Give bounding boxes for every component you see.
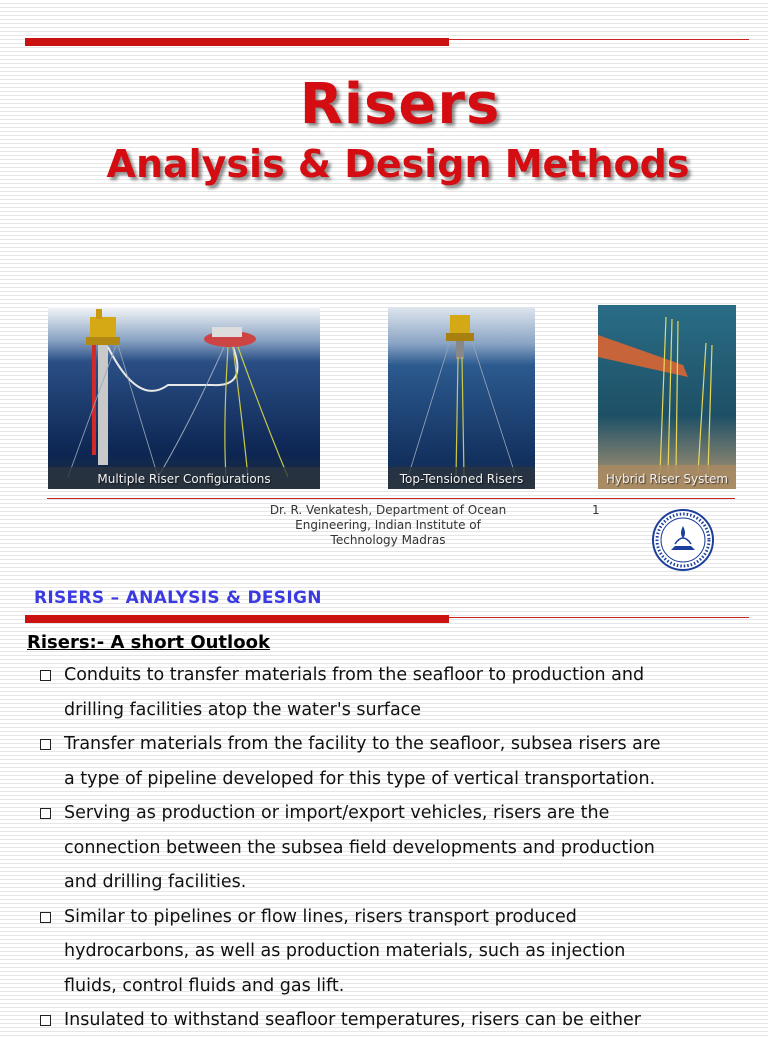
riser-configurations-image — [48, 307, 320, 489]
checkbox-bullet-icon — [40, 739, 51, 750]
iit-madras-seal-icon — [649, 508, 717, 572]
checkbox-bullet-icon — [40, 912, 51, 923]
hybrid-riser-system-image — [598, 305, 736, 489]
slide-title: Risers — [299, 72, 501, 137]
page-number: 1 — [592, 503, 600, 517]
image-caption: Multiple Riser Configurations — [97, 472, 271, 486]
section-heading: RISERS – ANALYSIS & DESIGN — [34, 588, 322, 608]
outlook-subheading: Risers:- A short Outlook — [27, 632, 270, 653]
section-red-line — [449, 617, 749, 618]
bullet-line: Conduits to transfer materials from the seafloor to production and — [64, 665, 645, 685]
section-red-bar — [25, 615, 449, 623]
bullet-list — [40, 658, 750, 1038]
bullet-line: Transfer materials from the facility to the seafloor, subsea risers are — [64, 734, 661, 754]
bullet-line: Serving as production or import/export vehicles, risers are the — [64, 803, 610, 823]
footer-department-line: Engineering, Indian Institute of — [295, 518, 481, 532]
image-caption: Hybrid Riser System — [605, 472, 729, 486]
bullet-line: hydrocarbons, as well as production materials, such as injection — [64, 941, 626, 961]
bullet-line: connection between the subsea field developments and production — [64, 837, 655, 858]
bullet-item — [40, 1003, 750, 1038]
checkbox-bullet-icon — [40, 670, 51, 681]
image-caption: Top-Tensioned Risers — [399, 472, 524, 486]
footer-red-line — [47, 498, 735, 499]
footer-institute-line: Technology Madras — [330, 533, 446, 547]
bullet-line: and drilling facilities. — [64, 872, 247, 892]
slide-footer — [248, 503, 528, 548]
top-red-bar — [25, 38, 449, 46]
bullet-item — [40, 727, 750, 796]
slide-subtitle: Analysis & Design Methods — [106, 142, 690, 186]
top-tensioned-risers-image — [388, 307, 535, 489]
checkbox-bullet-icon — [40, 808, 51, 819]
footer-author-line: Dr. R. Venkatesh, Department of Ocean — [269, 503, 507, 517]
bullet-item — [40, 796, 750, 900]
bullet-line: a type of pipeline developed for this type of vertical transportation. — [64, 768, 656, 789]
bullet-line: Insulated to withstand seafloor temperatures, risers can be either — [64, 1010, 641, 1030]
bullet-line: drilling facilities atop the water's surface — [64, 699, 422, 720]
bullet-item — [40, 900, 750, 1004]
bullet-line: Similar to pipelines or flow lines, risers transport produced — [64, 906, 577, 927]
bullet-line: fluids, control fluids and gas lift. — [64, 975, 345, 996]
top-red-line — [449, 39, 749, 40]
checkbox-bullet-icon — [40, 1015, 51, 1026]
bullet-item — [40, 658, 750, 727]
